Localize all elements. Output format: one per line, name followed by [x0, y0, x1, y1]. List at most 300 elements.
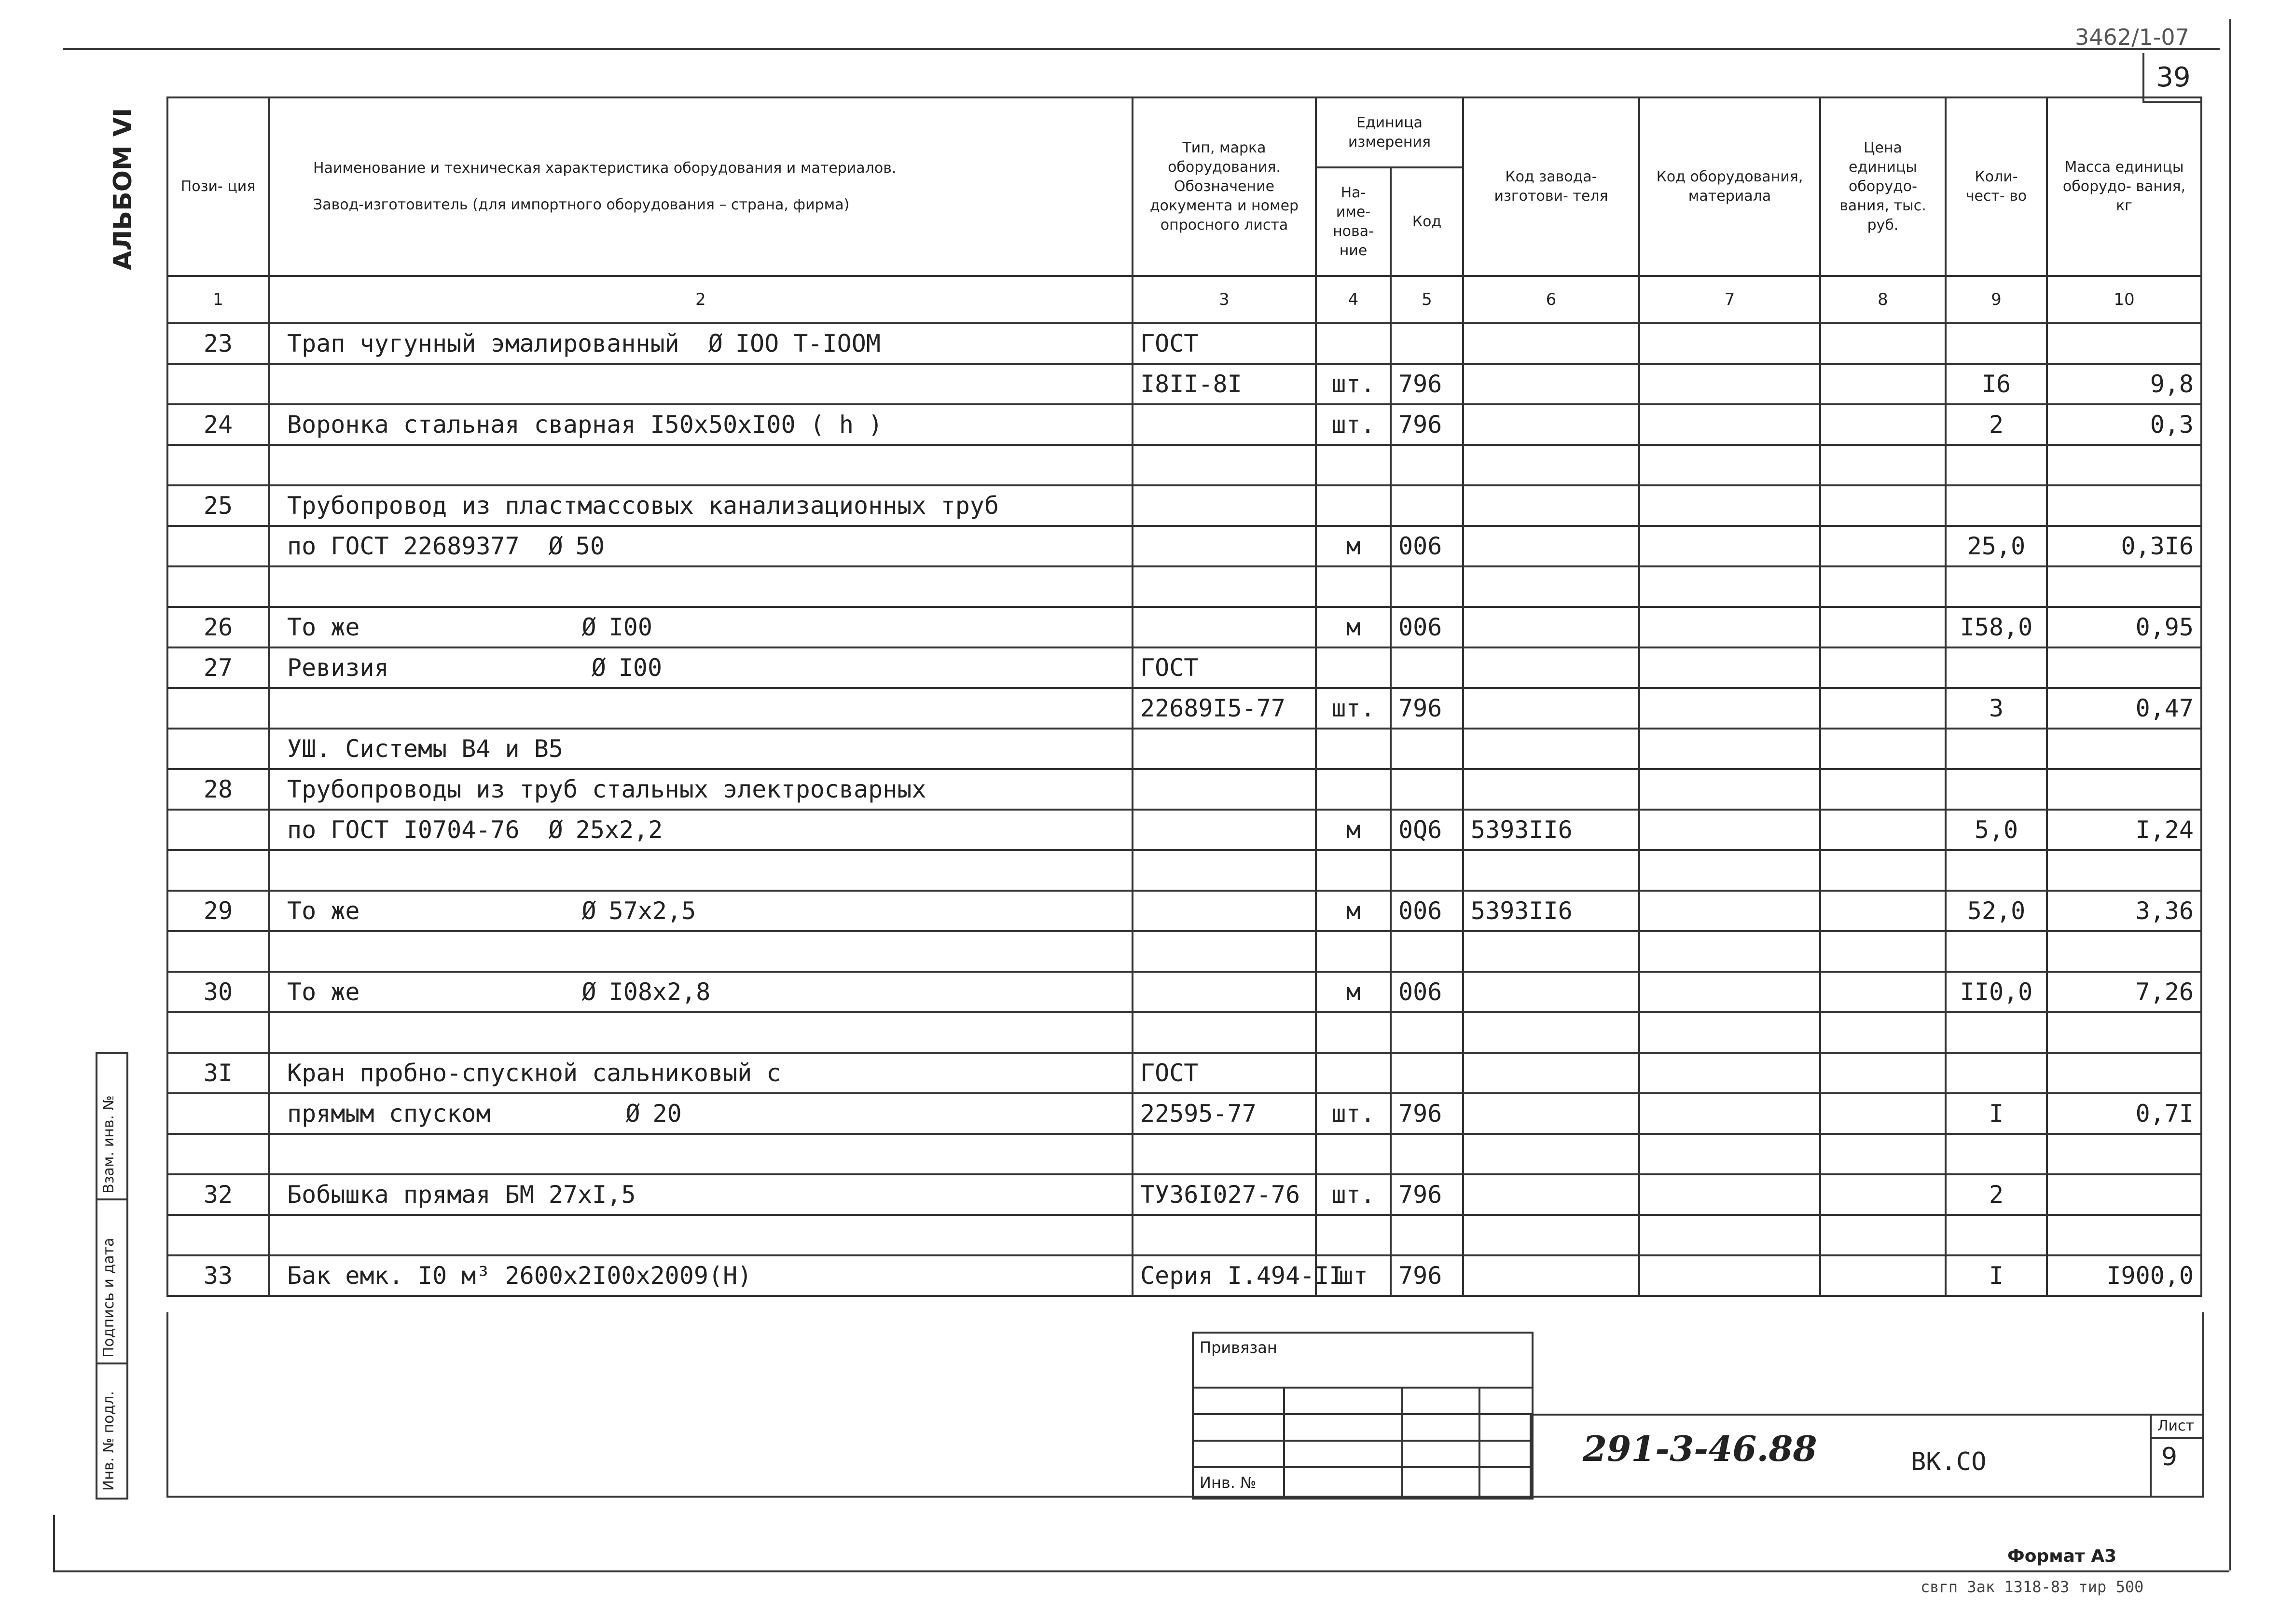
stamp-divider — [1283, 1387, 1285, 1498]
table-row — [167, 1134, 2201, 1174]
row-type — [1133, 972, 1316, 1012]
row-mass: 9,8 — [2047, 364, 2201, 404]
row-price — [1820, 1093, 1946, 1134]
row-name — [269, 404, 1133, 445]
row-unit: м — [1316, 810, 1391, 850]
row-unit — [1316, 1012, 1391, 1053]
row-type — [1133, 445, 1316, 485]
side-cell-sign — [97, 1198, 126, 1364]
row-unit-code — [1391, 1134, 1463, 1174]
row-price — [1820, 1012, 1946, 1053]
row-price — [1820, 566, 1946, 607]
diameter-symbol: Ø — [625, 1100, 640, 1128]
col-header-type: Тип, марка оборудования. Обозначение документа и номер опросного листа — [1133, 97, 1316, 276]
row-material-code — [1639, 769, 1820, 810]
row-mass — [2047, 485, 2201, 526]
row-mass — [2047, 1134, 2201, 1174]
row-quantity: 25,0 — [1946, 526, 2047, 566]
row-unit-code: 796 — [1391, 404, 1463, 445]
table-row — [167, 364, 2201, 404]
row-unit-code: 796 — [1391, 688, 1463, 729]
row-unit: шт. — [1316, 1093, 1391, 1134]
row-unit-code — [1391, 1012, 1463, 1053]
row-quantity: 2 — [1946, 1174, 2047, 1215]
row-quantity — [1946, 566, 2047, 607]
row-price — [1820, 931, 1946, 972]
row-mass — [2047, 566, 2201, 607]
row-unit: шт. — [1316, 364, 1391, 404]
row-type: 22595-77 — [1133, 1093, 1316, 1134]
col-number: 2 — [269, 276, 1133, 323]
row-unit: м — [1316, 607, 1391, 647]
row-size: 25x2,2 — [575, 816, 663, 844]
row-name — [269, 485, 1133, 526]
row-material-code — [1639, 526, 1820, 566]
stamp-line — [1194, 1413, 1532, 1415]
row-price — [1820, 1134, 1946, 1174]
row-mfr-code — [1463, 850, 1639, 891]
table-row — [167, 891, 2201, 931]
row-unit: м — [1316, 891, 1391, 931]
row-mfr-code — [1463, 445, 1639, 485]
row-quantity — [1946, 769, 2047, 810]
row-type: ГОСТ — [1133, 323, 1316, 364]
row-price — [1820, 1255, 1946, 1296]
row-mass — [2047, 647, 2201, 688]
row-name — [269, 810, 1133, 850]
row-unit — [1316, 1053, 1391, 1093]
row-price — [1820, 445, 1946, 485]
row-unit — [1316, 769, 1391, 810]
document-code: 291-3-46.88 — [1583, 1428, 1817, 1469]
col-header-quantity: Коли- чест- во — [1946, 97, 2047, 276]
row-mfr-code — [1463, 688, 1639, 729]
diameter-symbol: Ø — [548, 816, 563, 844]
row-material-code — [1639, 445, 1820, 485]
row-type: ГОСТ — [1133, 647, 1316, 688]
row-material-code — [1639, 729, 1820, 769]
row-material-code — [1639, 972, 1820, 1012]
col-header-unit-name: На- име- нова- ние — [1316, 167, 1391, 276]
row-quantity: I — [1946, 1255, 2047, 1296]
row-name — [269, 891, 1133, 931]
row-material-code — [1639, 1012, 1820, 1053]
table-row — [167, 729, 2201, 769]
row-mfr-code: 5393II6 — [1463, 810, 1639, 850]
sheet-box — [2150, 1414, 2202, 1496]
row-type — [1133, 810, 1316, 850]
row-mfr-code — [1463, 769, 1639, 810]
row-quantity — [1946, 1134, 2047, 1174]
diameter-symbol: Ø — [548, 532, 563, 560]
row-quantity: I6 — [1946, 364, 2047, 404]
row-position: 32 — [167, 1174, 269, 1215]
diameter-symbol: Ø — [708, 330, 723, 358]
row-price — [1820, 688, 1946, 729]
table-row — [167, 688, 2201, 729]
col-number: 3 — [1133, 276, 1316, 323]
row-material-code — [1639, 1174, 1820, 1215]
row-type — [1133, 891, 1316, 931]
row-type: 22689I5-77 — [1133, 688, 1316, 729]
row-material-code — [1639, 607, 1820, 647]
row-name-text: Кран пробно-спускной сальниковый с — [287, 1059, 781, 1087]
row-price — [1820, 647, 1946, 688]
row-type — [1133, 850, 1316, 891]
row-mass: 7,26 — [2047, 972, 2201, 1012]
row-price — [1820, 404, 1946, 445]
row-name — [269, 1134, 1133, 1174]
row-name — [269, 364, 1133, 404]
row-unit: шт — [1316, 1255, 1391, 1296]
row-material-code — [1639, 566, 1820, 607]
row-name — [269, 769, 1133, 810]
row-unit — [1316, 323, 1391, 364]
row-mfr-code — [1463, 931, 1639, 972]
row-position: 24 — [167, 404, 269, 445]
col-header-unit: Единица измерения — [1316, 97, 1463, 167]
row-type — [1133, 1012, 1316, 1053]
row-quantity — [1946, 485, 2047, 526]
table-body — [167, 323, 2201, 1296]
row-name-text: То же — [287, 978, 360, 1006]
side-cell-inv — [97, 1363, 126, 1496]
row-material-code — [1639, 1053, 1820, 1093]
row-position: 28 — [167, 769, 269, 810]
row-name-text: То же — [287, 613, 360, 641]
bottom-frame-line — [53, 1570, 2229, 1572]
row-position — [167, 566, 269, 607]
row-name — [269, 445, 1133, 485]
row-unit: м — [1316, 526, 1391, 566]
row-type — [1133, 526, 1316, 566]
row-unit-code: 796 — [1391, 1174, 1463, 1215]
row-name-text: по ГОСТ 22689377 — [287, 532, 520, 560]
row-price — [1820, 850, 1946, 891]
row-type — [1133, 607, 1316, 647]
header-mark: 3462/1-07 — [2075, 24, 2189, 50]
row-unit — [1316, 647, 1391, 688]
diameter-symbol: Ø — [581, 978, 596, 1006]
row-type — [1133, 566, 1316, 607]
row-name — [269, 931, 1133, 972]
document-section: ВК.СО — [1911, 1447, 1987, 1476]
sheet-page-number: 9 — [2161, 1443, 2178, 1472]
row-quantity: I58,0 — [1946, 607, 2047, 647]
left-frame-line — [53, 1515, 55, 1570]
table-row — [167, 323, 2201, 364]
row-name-text: Трубопровод из пластмассовых канализационных труб — [287, 492, 999, 520]
row-unit-code: 796 — [1391, 364, 1463, 404]
row-price — [1820, 485, 1946, 526]
row-name — [269, 566, 1133, 607]
row-position: 29 — [167, 891, 269, 931]
row-position — [167, 1215, 269, 1255]
row-name — [269, 972, 1133, 1012]
row-unit: шт. — [1316, 404, 1391, 445]
row-name — [269, 1255, 1133, 1296]
row-unit-code — [1391, 323, 1463, 364]
row-name — [269, 729, 1133, 769]
table-row — [167, 931, 2201, 972]
row-mass — [2047, 1053, 2201, 1093]
row-price — [1820, 607, 1946, 647]
row-mfr-code — [1463, 647, 1639, 688]
row-material-code — [1639, 647, 1820, 688]
row-quantity — [1946, 445, 2047, 485]
row-name-text: Воронка стальная сварная I50x50xI00 ( h ) — [287, 411, 883, 439]
row-price — [1820, 526, 1946, 566]
stamp-divider — [1401, 1387, 1403, 1498]
col-number: 6 — [1463, 276, 1639, 323]
row-position — [167, 1134, 269, 1174]
row-unit — [1316, 566, 1391, 607]
row-quantity: 2 — [1946, 404, 2047, 445]
row-unit-code — [1391, 445, 1463, 485]
row-position — [167, 1093, 269, 1134]
row-unit-code: 796 — [1391, 1093, 1463, 1134]
row-mfr-code — [1463, 485, 1639, 526]
col-number: 4 — [1316, 276, 1391, 323]
row-name-text: Трап чугунный эмалированный — [287, 330, 679, 358]
side-label-replaced: Взам. инв. № — [100, 1095, 117, 1194]
row-size: 57x2,5 — [608, 897, 696, 925]
row-name — [269, 1215, 1133, 1255]
row-quantity — [1946, 1012, 2047, 1053]
table-row — [167, 647, 2201, 688]
sheet-label: Лист — [2157, 1418, 2195, 1434]
row-price — [1820, 769, 1946, 810]
row-price — [1820, 1215, 1946, 1255]
row-size: I08x2,8 — [608, 978, 711, 1006]
row-name — [269, 850, 1133, 891]
row-price — [1820, 972, 1946, 1012]
col-number: 8 — [1820, 276, 1946, 323]
row-material-code — [1639, 1134, 1820, 1174]
row-unit — [1316, 850, 1391, 891]
side-label-inv-orig: Инв. № подл. — [100, 1391, 117, 1491]
table-row — [167, 485, 2201, 526]
row-size: IОО Т-IООМ — [735, 330, 881, 358]
row-quantity: 52,0 — [1946, 891, 2047, 931]
table-row — [167, 769, 2201, 810]
row-unit: шт. — [1316, 688, 1391, 729]
row-unit: шт. — [1316, 1174, 1391, 1215]
row-mass: 3,36 — [2047, 891, 2201, 931]
row-unit-code — [1391, 850, 1463, 891]
row-name — [269, 647, 1133, 688]
table-row — [167, 607, 2201, 647]
row-name-text: УШ. Системы В4 и В5 — [287, 735, 563, 763]
row-unit-code — [1391, 566, 1463, 607]
col-header-price: Цена единицы оборудо- вания, тыс. руб. — [1820, 97, 1946, 276]
row-position — [167, 931, 269, 972]
row-mfr-code — [1463, 729, 1639, 769]
row-unit-code — [1391, 485, 1463, 526]
row-position: 23 — [167, 323, 269, 364]
row-position — [167, 445, 269, 485]
row-position — [167, 1012, 269, 1053]
col-header-mfr-code: Код завода- изготови- теля — [1463, 97, 1639, 276]
stamp-inv-label: Инв. № — [1200, 1473, 1257, 1492]
side-label-sign-date: Подпись и дата — [100, 1238, 117, 1358]
row-mass: 0,47 — [2047, 688, 2201, 729]
row-type — [1133, 1134, 1316, 1174]
album-label: АЛЬБОМ VI — [109, 108, 138, 270]
row-position — [167, 364, 269, 404]
col-number: 7 — [1639, 276, 1820, 323]
row-type: ТУ36I027-76 — [1133, 1174, 1316, 1215]
diameter-symbol: Ø — [581, 613, 596, 641]
row-mfr-code — [1463, 364, 1639, 404]
row-type: Серия I.494-II — [1133, 1255, 1316, 1296]
row-unit — [1316, 729, 1391, 769]
row-position — [167, 850, 269, 891]
format-label: Формат А3 — [2007, 1546, 2117, 1566]
row-unit — [1316, 1134, 1391, 1174]
diameter-symbol: Ø — [581, 897, 596, 925]
row-quantity — [1946, 1215, 2047, 1255]
col-number: 1 — [167, 276, 269, 323]
row-quantity: I — [1946, 1093, 2047, 1134]
row-position — [167, 729, 269, 769]
row-name — [269, 607, 1133, 647]
row-type — [1133, 485, 1316, 526]
row-unit-code — [1391, 1215, 1463, 1255]
row-unit-code — [1391, 769, 1463, 810]
row-mfr-code — [1463, 972, 1639, 1012]
row-material-code — [1639, 931, 1820, 972]
row-position — [167, 526, 269, 566]
row-material-code — [1639, 404, 1820, 445]
row-name-text: по ГОСТ I0704-76 — [287, 816, 520, 844]
sheet-number: 39 — [2142, 53, 2202, 103]
table-row — [167, 404, 2201, 445]
side-cell-replaced — [97, 1054, 126, 1200]
row-material-code — [1639, 810, 1820, 850]
row-unit-code — [1391, 1053, 1463, 1093]
row-mass — [2047, 931, 2201, 972]
row-quantity — [1946, 647, 2047, 688]
row-unit — [1316, 485, 1391, 526]
row-mass: I900,0 — [2047, 1255, 2201, 1296]
row-mass — [2047, 850, 2201, 891]
stamp-privyazan-label: Привязан — [1200, 1338, 1277, 1357]
row-mfr-code — [1463, 1255, 1639, 1296]
row-mfr-code — [1463, 1093, 1639, 1134]
top-frame-line — [63, 48, 2220, 50]
col-header-name-line2: Завод-изготовитель (для импортного оборудования – страна, фирма) — [313, 196, 850, 213]
row-mfr-code — [1463, 323, 1639, 364]
side-stamp — [96, 1052, 128, 1500]
row-price — [1820, 1174, 1946, 1215]
row-unit — [1316, 1215, 1391, 1255]
table-row — [167, 445, 2201, 485]
row-mass — [2047, 1215, 2201, 1255]
row-quantity: II0,0 — [1946, 972, 2047, 1012]
row-quantity — [1946, 323, 2047, 364]
row-price — [1820, 891, 1946, 931]
col-header-name-line1: Наименование и техническая характеристика оборудования и материалов. — [313, 160, 897, 177]
row-unit-code: 006 — [1391, 891, 1463, 931]
col-header-unit-code: Код — [1391, 167, 1463, 276]
col-number: 5 — [1391, 276, 1463, 323]
table-row — [167, 810, 2201, 850]
col-header-position: Пози- ция — [167, 97, 269, 276]
row-position: 27 — [167, 647, 269, 688]
row-material-code — [1639, 891, 1820, 931]
row-position — [167, 688, 269, 729]
row-position: 25 — [167, 485, 269, 526]
table-row — [167, 972, 2201, 1012]
row-mfr-code — [1463, 607, 1639, 647]
col-header-mass: Масса единицы оборудо- вания, кг — [2047, 97, 2201, 276]
row-mass — [2047, 769, 2201, 810]
row-mass: 0,7I — [2047, 1093, 2201, 1134]
row-unit: м — [1316, 972, 1391, 1012]
row-type — [1133, 404, 1316, 445]
row-type — [1133, 729, 1316, 769]
row-name — [269, 1012, 1133, 1053]
table-row — [167, 1012, 2201, 1053]
row-mass — [2047, 1174, 2201, 1215]
print-note: свгп Зак 1318-83 тир 500 — [1921, 1578, 2144, 1596]
specification-table — [166, 96, 2202, 1297]
row-name — [269, 1093, 1133, 1134]
row-material-code — [1639, 323, 1820, 364]
row-price — [1820, 729, 1946, 769]
row-quantity: 3 — [1946, 688, 2047, 729]
row-name — [269, 323, 1133, 364]
row-name-text: Ревизия — [287, 654, 389, 682]
row-position: 30 — [167, 972, 269, 1012]
row-unit-code: 006 — [1391, 526, 1463, 566]
row-material-code — [1639, 688, 1820, 729]
sheet-box-divider — [2152, 1437, 2202, 1439]
col-number: 10 — [2047, 276, 2201, 323]
row-name-text: прямым спуском — [287, 1100, 491, 1128]
row-mfr-code — [1463, 1053, 1639, 1093]
row-mfr-code — [1463, 566, 1639, 607]
table-row — [167, 1215, 2201, 1255]
row-mfr-code — [1463, 1174, 1639, 1215]
row-size: 50 — [575, 532, 605, 560]
row-name — [269, 526, 1133, 566]
row-quantity — [1946, 931, 2047, 972]
row-mfr-code: 5393II6 — [1463, 891, 1639, 931]
row-mass — [2047, 445, 2201, 485]
row-price — [1820, 1053, 1946, 1093]
row-unit-code — [1391, 931, 1463, 972]
row-price — [1820, 364, 1946, 404]
table-row — [167, 1093, 2201, 1134]
row-position: 33 — [167, 1255, 269, 1296]
row-quantity: 5,0 — [1946, 810, 2047, 850]
row-name-text: Бобышка прямая БМ 27xI,5 — [287, 1181, 636, 1209]
row-unit-code — [1391, 729, 1463, 769]
table-row — [167, 566, 2201, 607]
row-quantity — [1946, 729, 2047, 769]
row-price — [1820, 810, 1946, 850]
table-row — [167, 526, 2201, 566]
row-mass: 0,3I6 — [2047, 526, 2201, 566]
row-size: 20 — [652, 1100, 682, 1128]
row-unit-code: 0Q6 — [1391, 810, 1463, 850]
col-header-material-code: Код оборудования, материала — [1639, 97, 1820, 276]
row-material-code — [1639, 364, 1820, 404]
row-unit — [1316, 445, 1391, 485]
stamp-divider — [1479, 1387, 1480, 1498]
